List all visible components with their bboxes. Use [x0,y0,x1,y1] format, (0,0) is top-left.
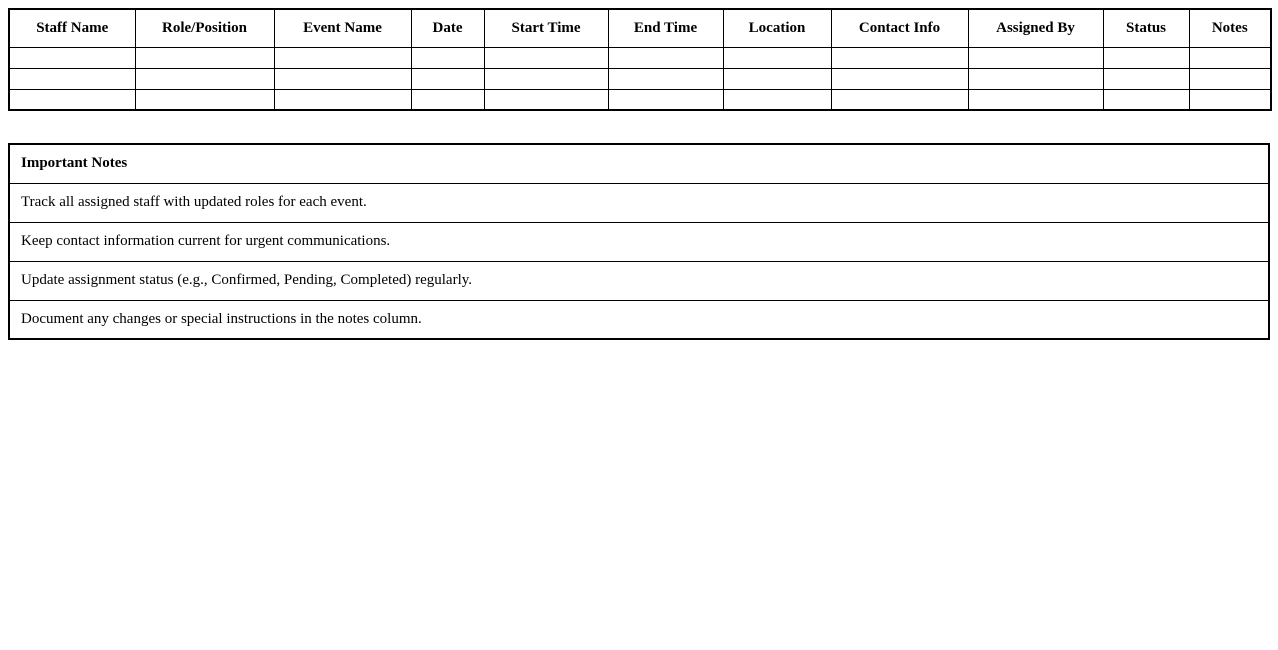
notes-title-row [9,144,1269,183]
empty-cell [723,47,831,68]
empty-rows-body [9,47,1271,110]
empty-cell [1189,89,1271,110]
header-cell-role-position: Role/Position [135,9,274,47]
empty-cell [1103,68,1189,89]
header-cell-end-time: End Time [608,9,723,47]
empty-cell [723,89,831,110]
empty-cell [9,68,135,89]
empty-cell [484,89,608,110]
note-item: Update assignment status (e.g., Confirmed, Pending, Completed) regularly. [9,261,1269,300]
empty-cell [411,68,484,89]
empty-cell [484,68,608,89]
empty-cell [1103,89,1189,110]
empty-cell [608,89,723,110]
empty-cell [1189,68,1271,89]
note-row [9,261,1269,300]
empty-cell [968,89,1103,110]
empty-cell [608,47,723,68]
note-row [9,183,1269,222]
notes-title: Important Notes [9,144,1269,183]
empty-cell [831,47,968,68]
empty-cell [608,68,723,89]
header-cell-assigned-by: Assigned By [968,9,1103,47]
empty-cell [968,68,1103,89]
header-cell-location: Location [723,9,831,47]
empty-table-row [9,89,1271,110]
empty-cell [831,89,968,110]
header-cell-notes: Notes [1189,9,1271,47]
empty-cell [274,68,411,89]
header-cell-start-time: Start Time [484,9,608,47]
empty-cell [1189,47,1271,68]
empty-table-row [9,68,1271,89]
empty-cell [411,89,484,110]
empty-cell [135,89,274,110]
important-notes-table [8,143,1270,340]
staff-assignment-table [8,8,1272,111]
note-row [9,222,1269,261]
empty-cell [9,47,135,68]
empty-cell [274,47,411,68]
empty-cell [135,47,274,68]
empty-cell [274,89,411,110]
note-row [9,300,1269,339]
header-cell-status: Status [1103,9,1189,47]
note-item: Document any changes or special instructions in the notes column. [9,300,1269,339]
empty-cell [484,47,608,68]
empty-cell [411,47,484,68]
empty-cell [968,47,1103,68]
empty-cell [723,68,831,89]
header-row [9,9,1271,47]
note-item: Track all assigned staff with updated roles for each event. [9,183,1269,222]
header-cell-event-name: Event Name [274,9,411,47]
empty-table-row [9,47,1271,68]
note-item: Keep contact information current for urgent communications. [9,222,1269,261]
header-cell-staff-name: Staff Name [9,9,135,47]
empty-cell [9,89,135,110]
empty-cell [135,68,274,89]
empty-cell [831,68,968,89]
empty-cell [1103,47,1189,68]
header-cell-contact-info: Contact Info [831,9,968,47]
header-cell-date: Date [411,9,484,47]
